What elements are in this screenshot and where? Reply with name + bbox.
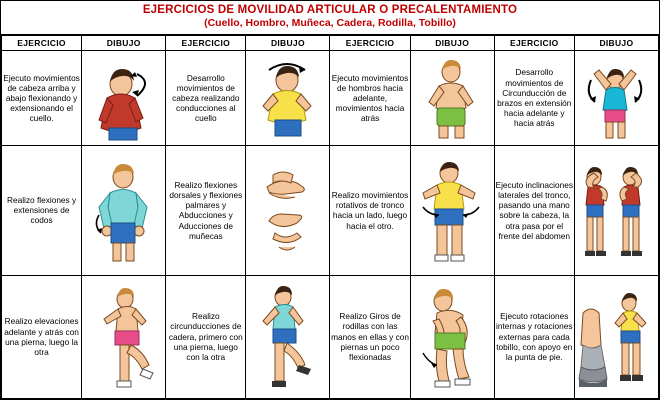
table-row <box>2 275 659 398</box>
exercise-text: Realizo movimientos rotativos de tronco hacia un lado, luego hacia el otro. <box>330 146 410 275</box>
exercise-figure <box>246 51 330 146</box>
leg-raise-icon <box>82 283 165 391</box>
wrist-hands-icon <box>246 155 329 265</box>
table-header-row <box>2 36 659 51</box>
column-header-dibujo-3: DIBUJO <box>410 36 494 51</box>
exercise-text: Realizo flexiones y extensiones de codos <box>2 146 82 275</box>
column-header-ejercicio-3: EJERCICIO <box>330 36 410 51</box>
exercise-figure <box>410 146 494 275</box>
exercise-text: Ejecuto movimientos de cabeza arriba y abajo flexionando y extensionando el cuello. <box>2 51 82 146</box>
lateral-bend-icon <box>575 155 658 265</box>
exercise-text: Desarrollo movimientos de cabeza realizando conducciones al cuello <box>166 51 246 146</box>
exercise-text: Ejecuto movimientos de hombros hacia adelante, movimientos hacia atrás <box>330 51 410 146</box>
exercise-text: Realizo flexiones dorsales y flexiones palmares y Abducciones y Aducciones de muñecas <box>166 146 246 275</box>
exercise-figure <box>82 275 166 398</box>
column-header-ejercicio-4: EJERCICIO <box>494 36 574 51</box>
exercise-figure <box>82 51 166 146</box>
exercise-figure <box>410 51 494 146</box>
table-row <box>2 51 659 146</box>
hip-circumduction-icon <box>246 283 329 391</box>
page-subtitle: (Cuello, Hombro, Muñeca, Cadera, Rodilla, Tobillo) <box>204 17 456 29</box>
arm-circumduction-icon <box>575 54 658 142</box>
column-header-dibujo-1: DIBUJO <box>82 36 166 51</box>
exercise-text: Desarrollo movimientos de Circunducción de brazos en extensión hacia adelante y hacia atrás <box>494 51 574 146</box>
exercise-figure <box>574 275 658 398</box>
elbow-flexion-icon <box>82 155 165 265</box>
ankle-rotation-icon <box>575 283 658 391</box>
column-header-dibujo-2: DIBUJO <box>246 36 330 51</box>
exercise-figure <box>82 146 166 275</box>
column-header-dibujo-4: DIBUJO <box>574 36 658 51</box>
page-title: EJERCICIOS DE MOVILIDAD ARTICULAR O PRECALENTAMIENTO <box>142 4 518 16</box>
shoulder-forward-back-icon <box>411 54 494 142</box>
neck-rotation-icon <box>246 54 329 142</box>
trunk-rotation-icon <box>411 155 494 265</box>
exercise-text: Realizo elevaciones adelante y atrás con una pierna, luego la otra <box>2 275 82 398</box>
exercise-text: Realizo circunducciones de cadera, primero con una pierna, luego con la otra <box>166 275 246 398</box>
exercise-figure <box>410 275 494 398</box>
exercise-figure <box>246 146 330 275</box>
column-header-ejercicio-2: EJERCICIO <box>166 36 246 51</box>
exercise-figure <box>574 51 658 146</box>
title-bar <box>1 1 659 35</box>
column-header-ejercicio-1: EJERCICIO <box>2 36 82 51</box>
exercise-table <box>1 35 659 399</box>
exercise-figure <box>574 146 658 275</box>
table-row <box>2 146 659 275</box>
exercise-text: Realizo Giros de rodillas con las manos en ellas y con piernas un poco flexionadas <box>330 275 410 398</box>
exercise-text: Ejecuto inclinaciones laterales del tronco, pasando una mano sobre la cabeza, la otra pasa por el frente del abdomen <box>494 146 574 275</box>
neck-up-down-icon <box>82 54 165 142</box>
exercise-figure <box>246 275 330 398</box>
knee-rotation-icon <box>411 283 494 391</box>
exercise-text: Ejecuto rotaciones internas y rotaciones externas para cada tobillo, con apoyo en la punta de pie. <box>494 275 574 398</box>
